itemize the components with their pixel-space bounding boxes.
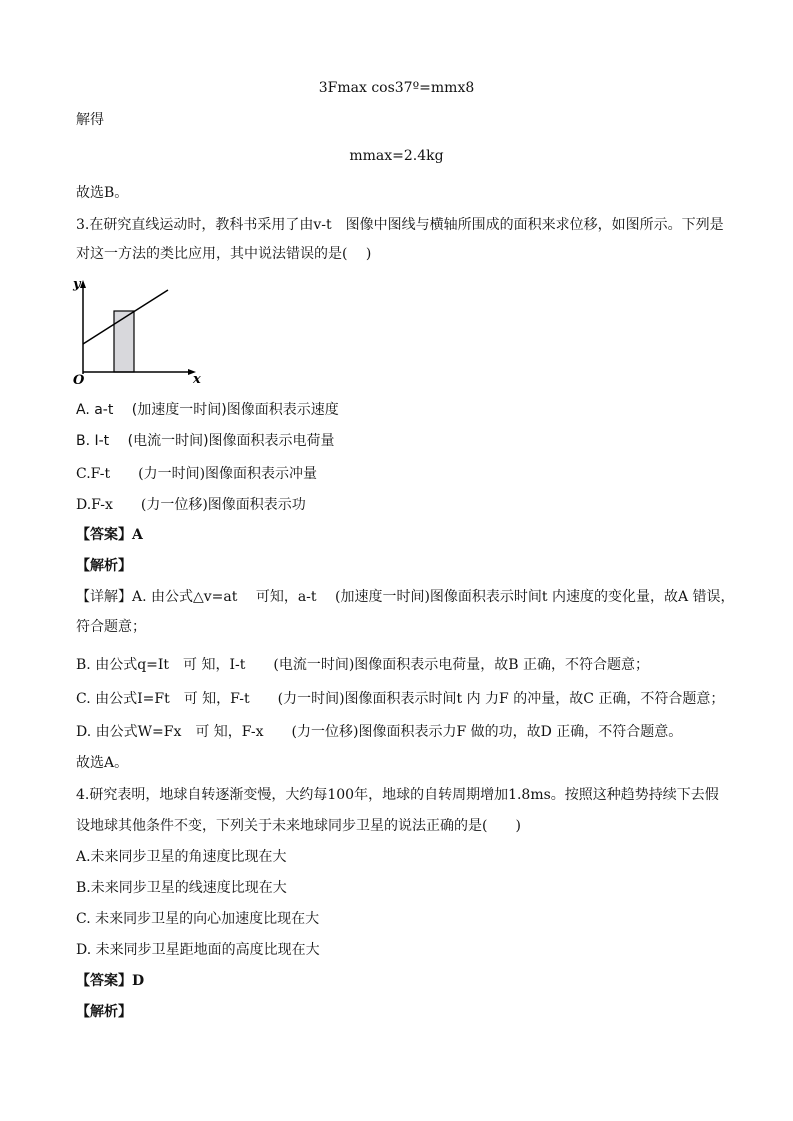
q3-option-c: C.F-t (力一时间)图像面积表示冲量 bbox=[76, 466, 318, 482]
q3-conclusion: 故选A。 bbox=[76, 755, 129, 771]
q4-analysis-label: 【解析】 bbox=[76, 1004, 132, 1020]
conclusion-b: 故选B。 bbox=[76, 185, 129, 201]
q3-option-d: D.F-x (力一位移)图像面积表示功 bbox=[76, 497, 306, 513]
x-axis-label: x bbox=[193, 372, 201, 386]
q3-option-a: A. a-t (加速度一时间)图像面积表示速度 bbox=[76, 402, 339, 418]
solve-label: 解得 bbox=[76, 112, 104, 128]
q3-detail-d: D. 由公式W=Fx 可 知，F-x (力一位移)图像面积表示力F 做的功，故D 正确，不符合题意。 bbox=[76, 724, 683, 740]
q3-detail-c: C. 由公式I=Ft 可 知，F-t (力一时间)图像面积表示时间t 内 力F 的冲量，故C 正确，不符合题意； bbox=[76, 691, 725, 707]
q4-option-a: A.未来同步卫星的角速度比现在大 bbox=[76, 849, 287, 865]
q4-stem-line-1: 4.研究表明，地球自转逐渐变慢，大约每100年，地球的自转周期增加1.8ms。按照这种趋势持续下去假 bbox=[76, 787, 719, 803]
origin-label: O bbox=[73, 373, 85, 386]
q3-option-b: B. I-t (电流一时间)图像面积表示电荷量 bbox=[76, 433, 335, 449]
y-axis-label: y bbox=[73, 277, 81, 292]
q3-detail-b: B. 由公式q=It 可 知，I-t (电流一时间)图像面积表示电荷量，故B 正确，不符合题意； bbox=[76, 657, 650, 673]
q4-stem-line-2: 设地球其他条件不变，下列关于未来地球同步卫星的说法正确的是( ) bbox=[76, 818, 521, 834]
equation-2: mmax=2.4kg bbox=[349, 148, 444, 164]
q3-stem-line-2: 对这一方法的类比应用，其中说法错误的是( ) bbox=[76, 246, 372, 262]
shaded-area bbox=[114, 311, 134, 372]
q3-detail-a-line-1: 【详解】A. 由公式△v=at 可知，a-t (加速度一时间)图像面积表示时间t 内速度的变化量，故A 错误， bbox=[76, 589, 735, 605]
q3-detail-a-line-2: 符合题意； bbox=[76, 619, 146, 635]
q3-figure bbox=[70, 274, 210, 386]
q4-answer: 【答案】D bbox=[76, 973, 145, 989]
q4-option-c: C. 未来同步卫星的向心加速度比现在大 bbox=[76, 911, 320, 927]
q3-analysis-label: 【解析】 bbox=[76, 558, 132, 574]
q4-option-b: B.未来同步卫星的线速度比现在大 bbox=[76, 880, 287, 896]
q3-answer: 【答案】A bbox=[76, 527, 143, 543]
q4-option-d: D. 未来同步卫星距地面的高度比现在大 bbox=[76, 942, 320, 958]
equation-1: 3Fmax cos37º=mmx8 bbox=[318, 80, 475, 96]
y-axis-arrow bbox=[80, 280, 86, 288]
q3-stem-line-1: 3.在研究直线运动时，教科书采用了由v-t 图像中图线与横轴所围成的面积来求位移，如图所示。下列是 bbox=[76, 217, 724, 233]
